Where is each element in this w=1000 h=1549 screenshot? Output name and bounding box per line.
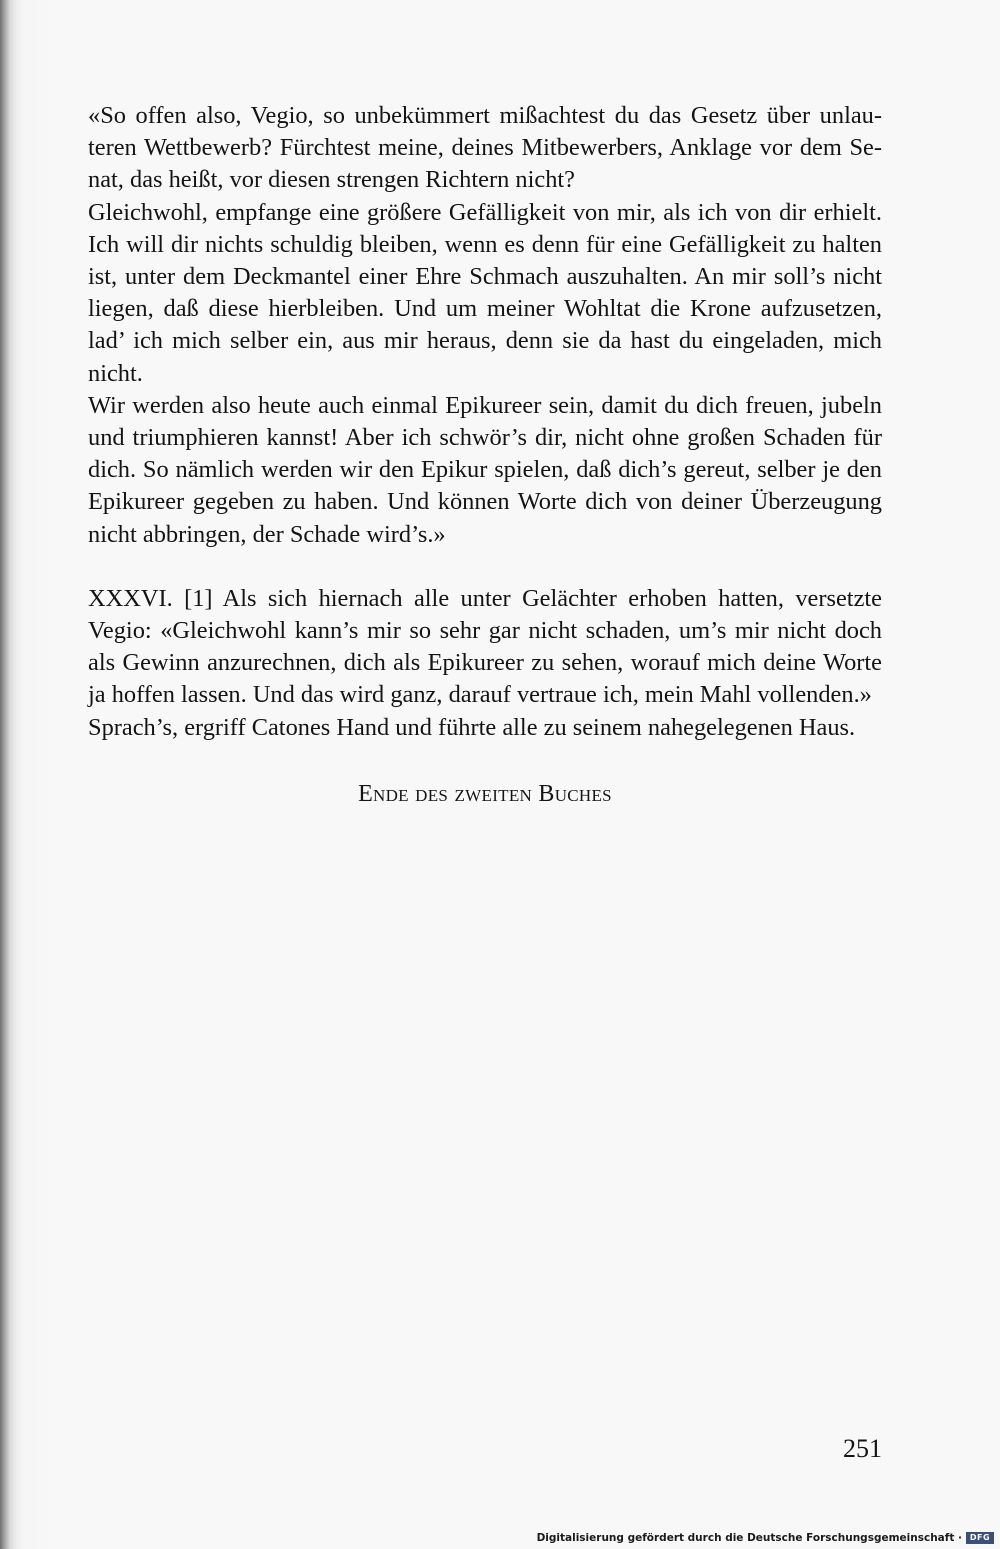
dfg-logo-icon: DFG — [966, 1532, 994, 1544]
section-gap — [88, 551, 882, 583]
paragraph-2: Gleichwohl, empfange eine größere Gefälligkeit von mir, als ich von dir erhielt. Ich will dir nichts schuldig bleiben, wenn es denn für eine Gefälligkeit zu halten ist, unter dem Deckmantel einer Ehre Schmach auszuhalten. An mir soll’s nicht liegen, daß diese hierbleiben. Und um meiner Wohltat die Krone aufzusetzen, lad’ ich mich selber ein, aus mir heraus, denn sie da hast du eingeladen, mich nicht. — [88, 198, 882, 387]
digitization-footer — [537, 1532, 994, 1544]
footer-text: Digitalisierung gefördert durch die Deutsche Forschungsgemeinschaft · — [536, 1532, 962, 1544]
paragraph-3: Wir werden also heute auch einmal Epikureer sein, damit du dich freuen, jubeln und triumphieren kannst! Aber ich schwör’s dir, nicht ohne großen Schaden für dich. So nämlich werden wir den Epikur spielen, daß dich’s gereut, selber je den Epikureer gegeben zu haben. Und können Worte dich von deiner Überzeugung nicht abbringen, der Schade wird’s.» — [88, 391, 882, 548]
page-number: 251 — [843, 1434, 882, 1463]
text-block — [88, 100, 882, 810]
book-end-heading: Ende des zweiten Buches — [358, 780, 612, 807]
paragraph-5: Sprach’s, ergriff Catones Hand und führte alle zu seinem nahegelegenen Haus. — [88, 713, 856, 741]
paragraph-4: XXXVI. [1] Als sich hiernach alle unter Gelächter erhoben hatten, versetzte Vegio: «Gleichwohl kann’s mir so sehr gar nicht schaden, um’s mir nicht doch als Gewinn anzurechnen, dich als Epikureer zu sehen, worauf mich deine Worte ja hoffen lassen. Und das wird ganz, darauf vertraue ich, mein Mahl vollenden.» — [88, 584, 882, 709]
paragraph-1: «So offen also, Vegio, so unbekümmert mißachtest du das Gesetz über unlauteren Wettbewerb? Fürchtest meine, deines Mitbewerbers, Anklage vor dem Senat, das heißt, vor diesen strengen Richtern nicht? — [88, 102, 882, 194]
